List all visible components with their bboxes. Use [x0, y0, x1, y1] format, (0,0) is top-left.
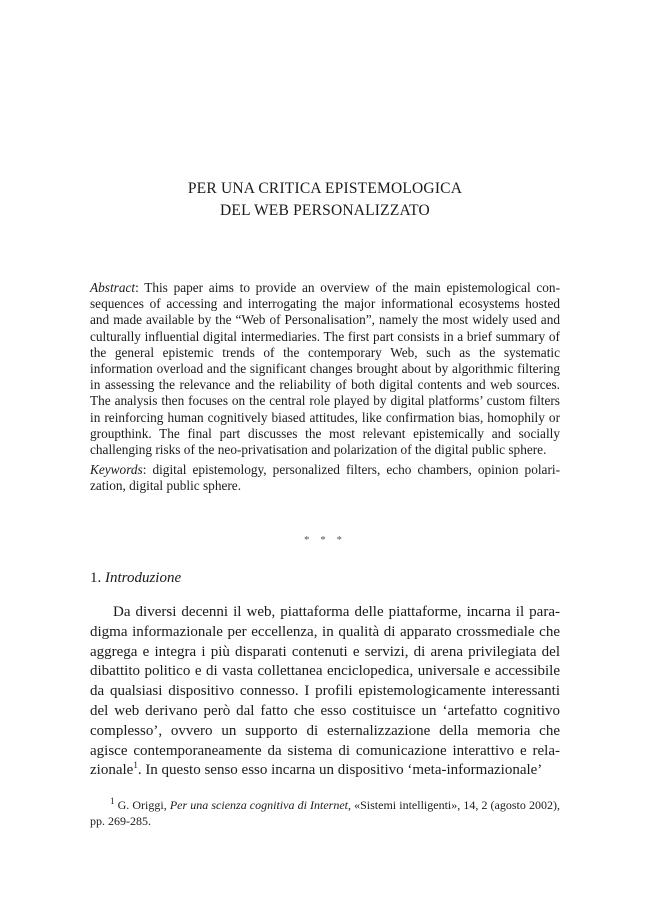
footnote — [90, 797, 560, 829]
footnote-details: , «Sistemi intelligenti», 14, 2 (agosto 2002), pp. 269-285. — [90, 798, 560, 828]
title-line-1: PER UNA CRITICA EPISTEMOLOGICA — [187, 180, 463, 197]
section-heading — [90, 568, 181, 588]
keywords-text: : digital epistemology, personalized filters, echo chambers, opinion polarization, digital public sphere. — [90, 462, 560, 494]
body-text-continued: . In questo senso esso incarna un dispositivo ‘meta-informazionale’ — [137, 762, 543, 779]
paper-title — [90, 178, 560, 222]
footnote-number: 1 — [110, 796, 115, 806]
keywords-label: Keywords — [90, 462, 143, 478]
footnote-reference: 1 — [133, 760, 138, 771]
body-text: Da diversi decenni il web, piattaforma delle piattaforme, incarna il paradigma informazionale per eccellenza, in qualità di apparato crossmediale che aggrega e integra i più disparati contenuti e servizi, di arena privilegiata del dibattito politico e di vasta collettanea enciclopedica, universale e accessibile da qualsiasi dispositivo connesso. I profili epistemologicamente interessanti del web derivano però dal fatto che esso costituisce un ‘artefatto cognitivo complesso’, ovvero un supporto di esternalizzazione della memoria che agisce contemporaneamente da sistema di comunicazione interattivo e relazionale — [90, 604, 560, 779]
abstract-paragraph — [90, 280, 560, 458]
section-title: Introduzione — [105, 570, 182, 586]
body-paragraph — [90, 603, 560, 781]
abstract-block — [90, 280, 560, 495]
abstract-text: : This paper aims to provide an overview of the main epistemological consequences of accessing and interrogating the major informational ecosystems hosted and made available by the “Web of Personalisation”, namely the most widely used and culturally influential digital intermediaries. The first part consists in a brief summary of the general epistemic trends of the contemporary Web, such as the systematic information overload and the significant changes brought about by algorithmic filtering in assessing the relevance and the reliability of both digital contents and web sources. The analysis then focuses on the central role played by digital platforms’ custom filters in reinforcing human cognitively biased attitudes, like confirmation bias, homophily or groupthink. The final part discusses the most relevant epistemically and socially challenging risks of the neo-privatisation and polarization of the digital public sphere. — [90, 280, 560, 458]
title-line-2: DEL WEB PERSONALIZZATO — [220, 202, 430, 219]
keywords-paragraph — [90, 462, 560, 494]
footnote-work: Per una scienza cognitiva di Internet — [169, 798, 349, 812]
section-number: 1. — [90, 570, 102, 586]
section-separator: * * * — [304, 534, 346, 546]
footnote-author: G. Origgi, — [114, 798, 170, 812]
abstract-label: Abstract — [90, 280, 136, 295]
